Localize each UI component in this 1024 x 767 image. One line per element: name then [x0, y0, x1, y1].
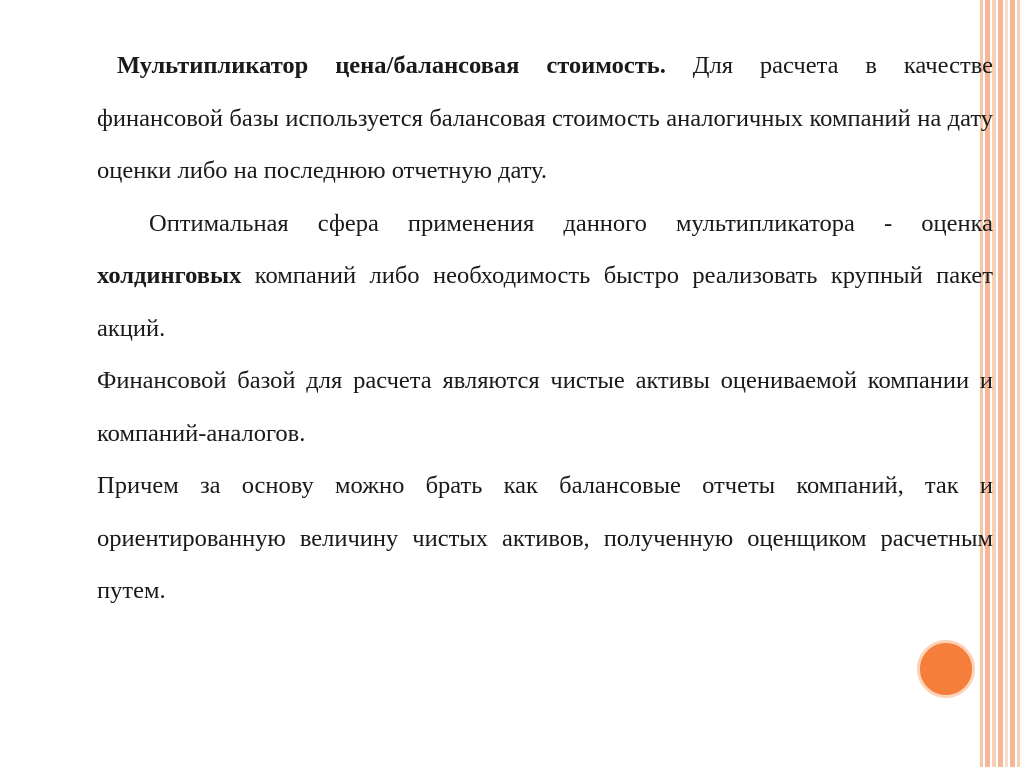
stripe — [1010, 0, 1015, 767]
paragraph-text: компаний либо необходимость быстро реализовать крупный пакет акций. — [97, 262, 993, 342]
paragraph-text: Для расчета в качестве финансовой базы используется балансовая стоимость аналогичных компаний на дату оценки либо на последнюю отчетную дату. — [97, 52, 993, 184]
paragraph-financial-base: Финансовой базой для расчета являются чистые активы оцениваемой компании и компаний-аналогов. — [97, 367, 993, 447]
paragraph-reports: Причем за основу можно брать как балансовые отчеты компаний, так и ориентированную величину чистых активов, полученную оценщиком расчетным путем. — [97, 472, 993, 604]
decorative-circle — [917, 640, 975, 698]
slide-body — [97, 40, 993, 618]
paragraph-lead: Оптимальная сфера применения данного мультипликатора - оценка — [149, 209, 993, 237]
stripe — [998, 0, 1003, 767]
paragraph-price-to-book — [97, 40, 993, 198]
term-heading: Мультипликатор цена/балансовая стоимость. — [117, 52, 666, 79]
stripe — [1005, 0, 1008, 767]
paragraph-optimal-scope — [97, 198, 993, 356]
stripe — [1017, 0, 1020, 767]
bold-term: холдинговых — [97, 262, 242, 289]
